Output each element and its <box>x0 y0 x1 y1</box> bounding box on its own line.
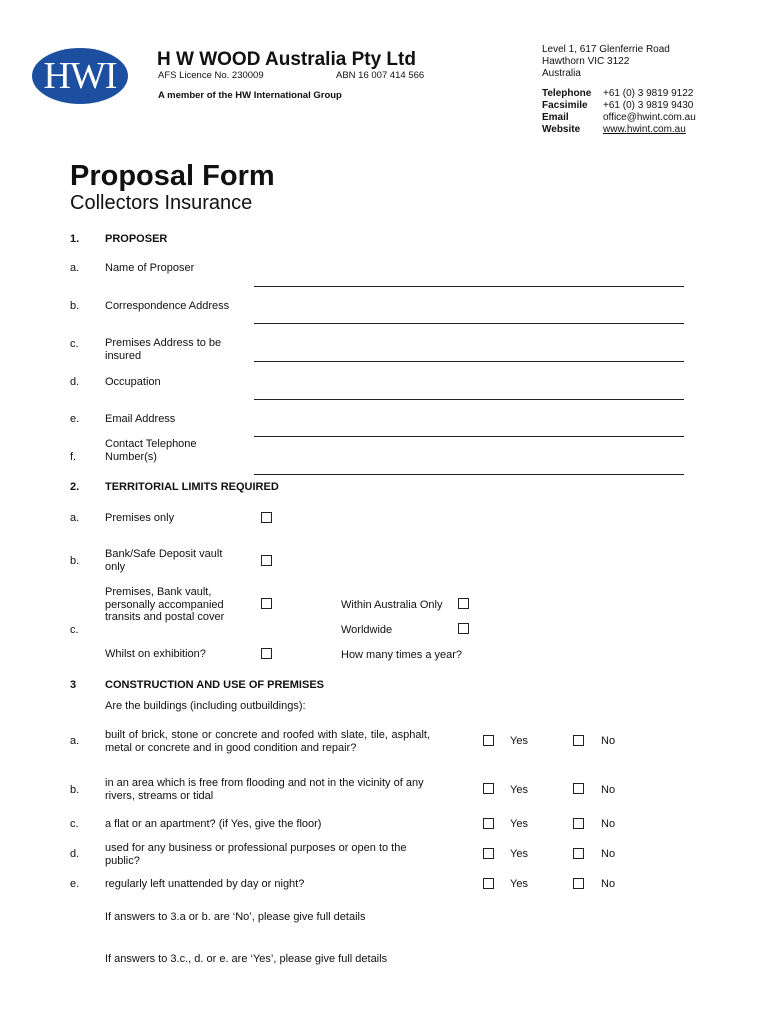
worldwide-checkbox[interactable] <box>458 623 469 634</box>
contact-telephone-label: Contact Telephone Number(s) <box>105 438 197 463</box>
yes-checkbox[interactable] <box>483 878 494 889</box>
abn: ABN 16 007 414 566 <box>336 70 425 81</box>
hwi-logo <box>32 48 128 104</box>
item-letter: a. <box>70 735 80 747</box>
section3-number: 3 <box>70 679 77 691</box>
within-australia-checkbox[interactable] <box>458 598 469 609</box>
form-title: Proposal Form <box>70 160 275 192</box>
no-checkbox[interactable] <box>573 878 584 889</box>
item-letter: b. <box>70 784 80 796</box>
contact-block <box>542 88 696 136</box>
exhibition-checkbox[interactable] <box>261 648 272 659</box>
website-label: Website <box>542 124 581 135</box>
note-ab: If answers to 3.a or b. are ‘No’, please give full details <box>105 911 366 923</box>
facsimile-label: Facsimile <box>542 100 588 111</box>
section2-heading: TERRITORIAL LIMITS REQUIRED <box>105 481 279 493</box>
section3-intro: Are the buildings (including outbuildings): <box>105 700 306 712</box>
section3-heading: CONSTRUCTION AND USE OF PREMISES <box>105 679 324 691</box>
yes-label: Yes <box>510 878 528 890</box>
no-label: No <box>601 818 616 830</box>
item-letter: e. <box>70 878 80 890</box>
email-address-field[interactable] <box>254 436 684 437</box>
website-row <box>542 124 696 136</box>
within-australia-label: Within Australia Only <box>341 599 443 611</box>
facsimile-value: +61 (0) 3 9819 9430 <box>603 100 694 111</box>
bank-vault-only-checkbox[interactable] <box>261 555 272 566</box>
email-address-label: Email Address <box>105 413 176 425</box>
correspondence-address-label: Correspondence Address <box>105 300 230 312</box>
question-text: in an area which is free from flooding and not in the vicinity of any rivers, streams or tidal <box>105 777 424 802</box>
yes-label: Yes <box>510 735 528 747</box>
address-line: Australia <box>542 68 581 79</box>
no-checkbox[interactable] <box>573 735 584 746</box>
yes-checkbox[interactable] <box>483 848 494 859</box>
item-letter: a. <box>70 262 80 274</box>
facsimile-row <box>542 100 696 112</box>
item-letter: d. <box>70 376 80 388</box>
yes-checkbox[interactable] <box>483 783 494 794</box>
bank-vault-only-label: Bank/Safe Deposit vault only <box>105 548 223 573</box>
item-letter: a. <box>70 512 80 524</box>
telephone-label: Telephone <box>542 88 592 99</box>
question-text: built of brick, stone or concrete and roofed with slate, tile, asphalt, metal or concrete and in good condition and repair? <box>105 729 430 754</box>
address-block <box>542 44 670 80</box>
how-many-times-label: How many times a year? <box>341 649 463 661</box>
section1-heading: PROPOSER <box>105 233 168 245</box>
item-letter: b. <box>70 555 80 567</box>
website-link[interactable]: www.hwint.com.au <box>603 124 686 135</box>
section1-number: 1. <box>70 233 80 245</box>
telephone-row <box>542 88 696 100</box>
premises-address-label: Premises Address to be insured <box>105 337 222 362</box>
item-letter: c. <box>70 338 79 350</box>
telephone-value: +61 (0) 3 9819 9122 <box>603 88 694 99</box>
yes-label: Yes <box>510 818 528 830</box>
occupation-field[interactable] <box>254 399 684 400</box>
yes-checkbox[interactable] <box>483 818 494 829</box>
question-text: a flat or an apartment? (if Yes, give the floor) <box>105 818 322 830</box>
no-checkbox[interactable] <box>573 783 584 794</box>
exhibition-label: Whilst on exhibition? <box>105 648 206 660</box>
item-letter: f. <box>70 451 77 463</box>
no-label: No <box>601 878 616 890</box>
address-line: Level 1, 617 Glenferrie Road <box>542 44 670 55</box>
email-row <box>542 112 696 124</box>
no-checkbox[interactable] <box>573 818 584 829</box>
form-subtitle: Collectors Insurance <box>70 192 253 214</box>
item-letter: e. <box>70 413 80 425</box>
afs-licence: AFS Licence No. 230009 <box>158 70 264 81</box>
worldwide-label: Worldwide <box>341 624 393 636</box>
premises-address-field[interactable] <box>254 361 684 362</box>
logo-text: HWI <box>43 55 117 97</box>
question-text: used for any business or professional purposes or open to the public? <box>105 842 407 867</box>
premises-vault-transits-checkbox[interactable] <box>261 598 272 609</box>
no-label: No <box>601 735 616 747</box>
email-label: Email <box>542 112 569 123</box>
no-label: No <box>601 848 616 860</box>
section2-number: 2. <box>70 481 80 493</box>
address-line: Hawthorn VIC 3122 <box>542 56 630 67</box>
premises-only-checkbox[interactable] <box>261 512 272 523</box>
item-letter: b. <box>70 300 80 312</box>
no-label: No <box>601 784 616 796</box>
email-value[interactable]: office@hwint.com.au <box>603 112 696 123</box>
yes-label: Yes <box>510 784 528 796</box>
occupation-label: Occupation <box>105 376 161 388</box>
correspondence-address-field[interactable] <box>254 323 684 324</box>
yes-label: Yes <box>510 848 528 860</box>
name-of-proposer-label: Name of Proposer <box>105 262 195 274</box>
company-name: H W WOOD Australia Pty Ltd <box>157 49 416 70</box>
note-cde: If answers to 3.c., d. or e. are ‘Yes’, please give full details <box>105 953 388 965</box>
no-checkbox[interactable] <box>573 848 584 859</box>
yes-checkbox[interactable] <box>483 735 494 746</box>
item-letter: d. <box>70 848 80 860</box>
item-letter: c. <box>70 818 79 830</box>
premises-only-label: Premises only <box>105 512 175 524</box>
item-letter: c. <box>70 624 79 636</box>
contact-telephone-field[interactable] <box>254 474 684 475</box>
member-text: A member of the HW International Group <box>158 90 342 101</box>
question-text: regularly left unattended by day or night? <box>105 878 305 890</box>
premises-vault-transits-label: Premises, Bank vault, personally accompanied transits and postal cover <box>105 586 225 623</box>
name-of-proposer-field[interactable] <box>254 286 684 287</box>
